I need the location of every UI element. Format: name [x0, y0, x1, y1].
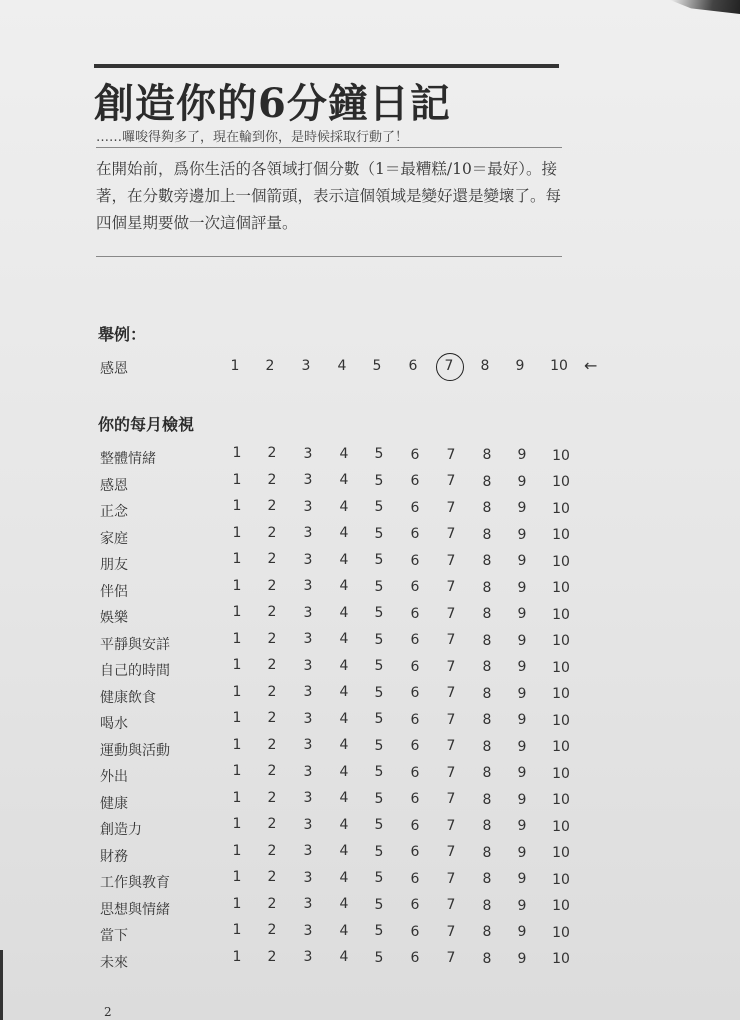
score-option-8[interactable]: 8	[482, 950, 492, 967]
score-option-9[interactable]: 9	[517, 685, 527, 702]
score-option-2[interactable]: 2	[267, 445, 277, 462]
score-option-8[interactable]: 8	[482, 844, 492, 861]
score-option-10[interactable]: 10	[552, 633, 570, 650]
score-option-4[interactable]: 4	[339, 790, 349, 807]
rating-row-label: 創造力	[100, 822, 142, 838]
rating-row-label: 思想與情緒	[100, 901, 170, 918]
score-option-3[interactable]: 3	[303, 896, 313, 913]
score-option-4[interactable]: 4	[339, 498, 349, 515]
rating-row-label: 健康飲食	[100, 689, 156, 706]
score-option-1[interactable]: 1	[232, 604, 242, 620]
rating-row	[100, 604, 620, 631]
score-option-9[interactable]: 9	[517, 791, 527, 808]
score-option-10[interactable]: 10	[552, 553, 570, 570]
score-option-4[interactable]: 4	[339, 684, 349, 701]
score-option-2[interactable]: 2	[267, 604, 277, 621]
score-option-4[interactable]: 4	[339, 816, 349, 833]
score-option-7[interactable]: 7	[446, 844, 456, 861]
score-option-3[interactable]: 3	[303, 816, 313, 833]
score-option-5[interactable]: 5	[374, 578, 384, 595]
score-option-2[interactable]: 2	[267, 710, 277, 727]
score-option-4[interactable]: 4	[339, 525, 349, 542]
score-option-10[interactable]: 10	[552, 474, 570, 491]
score-option-9[interactable]: 9	[517, 526, 527, 543]
score-option-8[interactable]: 8	[482, 473, 492, 490]
score-option-1[interactable]: 1	[232, 789, 242, 806]
score-option-9[interactable]: 9	[517, 606, 527, 623]
score-option-3[interactable]: 3	[303, 684, 313, 701]
score-option-5[interactable]: 5	[374, 684, 384, 701]
title-rule	[94, 64, 559, 68]
score-option-5[interactable]: 5	[374, 843, 384, 860]
score-option-10[interactable]: 10	[552, 606, 570, 623]
score-option-1[interactable]: 1	[232, 895, 242, 912]
score-option-9[interactable]: 9	[517, 712, 527, 729]
score-option-6[interactable]: 6	[410, 605, 420, 622]
score-option-8[interactable]: 8	[482, 500, 492, 517]
score-option-10[interactable]: 10	[552, 845, 570, 862]
score-option-2[interactable]: 2	[267, 736, 277, 753]
score-option-5[interactable]: 5	[374, 764, 384, 781]
score-option-3[interactable]: 3	[303, 604, 313, 621]
score-option-4[interactable]: 4	[339, 604, 349, 621]
score-option-7[interactable]: 7	[446, 711, 456, 728]
score-option-6[interactable]: 6	[410, 526, 420, 542]
score-option-1[interactable]: 1	[232, 577, 242, 594]
score-option-5[interactable]: 5	[374, 817, 384, 834]
score-option-5[interactable]: 5	[374, 790, 384, 807]
score-option-9[interactable]: 9	[517, 659, 527, 676]
score-option-8[interactable]: 8	[482, 791, 492, 808]
score-option-1[interactable]: 1	[232, 948, 242, 965]
score-option-3[interactable]: 3	[303, 922, 313, 939]
score-option-4[interactable]: 4	[339, 922, 349, 939]
score-option-10[interactable]: 10	[552, 500, 570, 517]
score-option-1[interactable]: 1	[232, 657, 242, 673]
rating-row	[100, 922, 620, 949]
score-option-9[interactable]: 9	[517, 950, 527, 967]
score-option-2[interactable]: 2	[267, 498, 277, 515]
score-option-4[interactable]: 4	[339, 896, 349, 913]
score-option-9[interactable]: 9	[517, 871, 527, 888]
score-option-4[interactable]: 4	[339, 578, 349, 595]
score-option-2[interactable]: 2	[267, 816, 277, 833]
score-option-6[interactable]: 6	[410, 791, 420, 807]
score-option-9[interactable]: 9	[517, 765, 527, 782]
score-option-1[interactable]: 1	[232, 869, 242, 885]
score-option-1[interactable]: 1	[232, 683, 242, 700]
rating-row-label: 財務	[100, 848, 128, 865]
score-option-6[interactable]: 6	[410, 632, 420, 648]
score-option-7[interactable]: 7	[446, 870, 456, 887]
score-option-10[interactable]: 10	[552, 951, 570, 968]
example-score-9: 9	[515, 358, 525, 374]
example-score-4: 4	[337, 358, 347, 374]
score-option-10[interactable]: 10	[552, 924, 570, 941]
score-option-4[interactable]: 4	[339, 737, 349, 754]
score-option-1[interactable]: 1	[232, 710, 242, 726]
score-option-9[interactable]: 9	[517, 632, 527, 649]
score-option-4[interactable]: 4	[339, 631, 349, 648]
score-option-2[interactable]: 2	[267, 763, 277, 780]
score-option-7[interactable]: 7	[446, 817, 456, 834]
score-option-6[interactable]: 6	[410, 950, 420, 966]
score-option-2[interactable]: 2	[267, 842, 277, 859]
score-option-3[interactable]: 3	[303, 472, 313, 489]
page-number: 2	[104, 1005, 112, 1019]
score-option-2[interactable]: 2	[267, 630, 277, 647]
score-option-7[interactable]: 7	[446, 473, 456, 490]
score-option-4[interactable]: 4	[339, 445, 349, 462]
score-option-5[interactable]: 5	[374, 631, 384, 648]
score-option-1[interactable]: 1	[232, 630, 242, 647]
score-option-4[interactable]: 4	[339, 472, 349, 489]
score-option-5[interactable]: 5	[374, 525, 384, 542]
score-option-1[interactable]: 1	[232, 471, 242, 488]
score-option-5[interactable]: 5	[374, 446, 384, 463]
example-score-2: 2	[265, 358, 275, 374]
score-option-1[interactable]: 1	[232, 445, 242, 461]
score-option-2[interactable]: 2	[267, 471, 277, 488]
rating-row	[100, 789, 620, 817]
score-option-2[interactable]: 2	[267, 551, 277, 568]
rating-row	[100, 869, 620, 896]
score-option-3[interactable]: 3	[303, 869, 313, 886]
score-option-2[interactable]: 2	[267, 869, 277, 886]
example-score-10: 10	[550, 358, 568, 374]
score-option-3[interactable]: 3	[303, 763, 313, 780]
score-option-8[interactable]: 8	[482, 871, 492, 888]
score-option-7[interactable]: 7	[446, 605, 456, 622]
score-option-2[interactable]: 2	[267, 789, 277, 806]
score-option-10[interactable]: 10	[552, 871, 570, 888]
score-option-3[interactable]: 3	[303, 843, 313, 860]
score-option-7[interactable]: 7	[446, 499, 456, 516]
score-option-6[interactable]: 6	[410, 764, 420, 781]
divider	[96, 147, 562, 148]
rating-row-label: 自己的時間	[100, 663, 170, 679]
score-option-3[interactable]: 3	[303, 737, 313, 754]
score-option-10[interactable]: 10	[552, 580, 570, 597]
score-option-1[interactable]: 1	[232, 551, 242, 567]
score-option-9[interactable]: 9	[517, 500, 527, 517]
divider	[96, 256, 562, 257]
score-option-8[interactable]: 8	[482, 765, 492, 782]
example-label: 感恩	[100, 361, 128, 377]
rating-row-label: 當下	[100, 928, 128, 944]
score-option-6[interactable]: 6	[410, 844, 420, 860]
page-title: 創造你的6分鐘日記	[94, 80, 451, 127]
rating-row	[100, 471, 620, 499]
score-option-3[interactable]: 3	[303, 949, 313, 966]
score-option-4[interactable]: 4	[339, 949, 349, 966]
score-option-3[interactable]: 3	[303, 525, 313, 542]
score-option-6[interactable]: 6	[410, 738, 420, 754]
score-option-10[interactable]: 10	[552, 527, 570, 544]
score-option-5[interactable]: 5	[374, 658, 384, 675]
score-option-7[interactable]: 7	[446, 791, 456, 808]
score-option-2[interactable]: 2	[267, 683, 277, 700]
score-option-8[interactable]: 8	[482, 818, 492, 835]
score-option-8[interactable]: 8	[482, 738, 492, 755]
score-option-6[interactable]: 6	[410, 897, 420, 913]
score-option-5[interactable]: 5	[374, 923, 384, 940]
page-subtitle: ……囉唆得夠多了，現在輪到你，是時候採取行動了！	[96, 130, 409, 145]
rating-row	[100, 445, 620, 472]
score-option-10[interactable]: 10	[552, 818, 570, 835]
rating-row	[100, 816, 620, 843]
score-option-8[interactable]: 8	[482, 685, 492, 702]
score-option-8[interactable]: 8	[482, 447, 492, 464]
score-option-6[interactable]: 6	[410, 817, 420, 834]
score-option-1[interactable]: 1	[232, 524, 242, 541]
score-option-9[interactable]: 9	[517, 818, 527, 835]
score-option-2[interactable]: 2	[267, 577, 277, 594]
score-option-5[interactable]: 5	[374, 499, 384, 516]
rating-row	[100, 630, 620, 658]
score-option-8[interactable]: 8	[482, 526, 492, 543]
score-option-4[interactable]: 4	[339, 763, 349, 780]
score-option-1[interactable]: 1	[232, 922, 242, 938]
rating-row	[100, 736, 620, 764]
score-option-5[interactable]: 5	[374, 711, 384, 728]
score-option-3[interactable]: 3	[303, 657, 313, 674]
rating-row	[100, 577, 620, 605]
score-option-7[interactable]: 7	[446, 923, 456, 940]
score-option-3[interactable]: 3	[303, 710, 313, 727]
score-option-7[interactable]: 7	[446, 446, 456, 463]
score-option-5[interactable]: 5	[374, 949, 384, 966]
rating-row	[100, 763, 620, 790]
example-score-6: 6	[408, 358, 418, 374]
score-option-1[interactable]: 1	[232, 736, 242, 753]
score-option-6[interactable]: 6	[410, 658, 420, 675]
score-option-2[interactable]: 2	[267, 948, 277, 965]
rating-row-label: 娛樂	[100, 610, 128, 626]
monthly-review-heading: 你的每月檢視	[98, 415, 195, 434]
score-option-8[interactable]: 8	[482, 659, 492, 676]
rating-row-label: 喝水	[100, 716, 128, 732]
score-option-10[interactable]: 10	[552, 447, 570, 464]
score-option-6[interactable]: 6	[410, 446, 420, 463]
score-option-8[interactable]: 8	[482, 897, 492, 914]
trend-arrow-icon: ←	[584, 356, 598, 375]
score-option-7[interactable]: 7	[446, 632, 456, 649]
score-option-10[interactable]: 10	[552, 898, 570, 915]
score-option-6[interactable]: 6	[410, 685, 420, 701]
example-score-3: 3	[301, 358, 311, 374]
example-row	[100, 358, 620, 382]
score-option-3[interactable]: 3	[303, 578, 313, 595]
score-option-5[interactable]: 5	[374, 737, 384, 754]
score-option-1[interactable]: 1	[232, 816, 242, 832]
rating-row	[100, 683, 620, 711]
score-option-1[interactable]: 1	[232, 498, 242, 514]
intro-paragraph: 在開始前，爲你生活的各領域打個分數（1＝最糟糕/10＝最好）。接著，在分數旁邊加上一個箭頭，表示這個領域是變好還是變壞了。每四個星期要做一次這個評量。	[96, 160, 562, 232]
score-option-7[interactable]: 7	[446, 738, 456, 755]
score-option-7[interactable]: 7	[446, 685, 456, 702]
rating-row	[100, 710, 620, 737]
score-option-8[interactable]: 8	[482, 712, 492, 729]
rating-row	[100, 498, 620, 525]
rating-row-label: 平靜與安詳	[100, 636, 170, 653]
rating-row-label: 朋友	[100, 557, 128, 573]
rating-row-label: 整體情緒	[100, 451, 156, 467]
example-score-1: 1	[230, 358, 240, 374]
score-option-9[interactable]: 9	[517, 553, 527, 570]
score-option-4[interactable]: 4	[339, 869, 349, 886]
rating-row-label: 運動與活動	[100, 742, 170, 759]
score-option-7[interactable]: 7	[446, 897, 456, 914]
score-option-9[interactable]: 9	[517, 447, 527, 464]
example-score-8: 8	[480, 358, 490, 374]
score-option-2[interactable]: 2	[267, 922, 277, 939]
score-option-5[interactable]: 5	[374, 472, 384, 489]
example-heading: 舉例：	[98, 325, 147, 344]
rating-row-label: 未來	[100, 954, 128, 971]
score-option-6[interactable]: 6	[410, 579, 420, 595]
score-option-10[interactable]: 10	[552, 686, 570, 703]
score-option-5[interactable]: 5	[374, 552, 384, 569]
score-option-3[interactable]: 3	[303, 445, 313, 462]
score-option-6[interactable]: 6	[410, 499, 420, 516]
score-option-9[interactable]: 9	[517, 738, 527, 755]
score-option-7[interactable]: 7	[446, 764, 456, 781]
rating-row	[100, 948, 620, 976]
score-option-8[interactable]: 8	[482, 553, 492, 570]
score-option-7[interactable]: 7	[446, 658, 456, 675]
score-option-3[interactable]: 3	[303, 551, 313, 568]
score-option-10[interactable]: 10	[552, 739, 570, 756]
example-score-7: 7	[444, 358, 454, 374]
score-option-7[interactable]: 7	[446, 579, 456, 596]
score-option-3[interactable]: 3	[303, 790, 313, 807]
score-option-9[interactable]: 9	[517, 473, 527, 490]
rating-row	[100, 551, 620, 578]
score-option-1[interactable]: 1	[232, 763, 242, 779]
score-option-8[interactable]: 8	[482, 606, 492, 623]
rating-row-label: 伴侶	[100, 583, 128, 600]
score-option-8[interactable]: 8	[482, 579, 492, 596]
rating-row	[100, 657, 620, 684]
score-option-9[interactable]: 9	[517, 924, 527, 941]
score-option-7[interactable]: 7	[446, 950, 456, 967]
score-option-2[interactable]: 2	[267, 657, 277, 674]
score-option-4[interactable]: 4	[339, 657, 349, 674]
score-option-2[interactable]: 2	[267, 895, 277, 912]
score-option-8[interactable]: 8	[482, 924, 492, 941]
score-option-8[interactable]: 8	[482, 632, 492, 649]
score-option-4[interactable]: 4	[339, 551, 349, 568]
score-option-1[interactable]: 1	[232, 842, 242, 859]
score-option-2[interactable]: 2	[267, 524, 277, 541]
rating-row	[100, 524, 620, 552]
score-option-4[interactable]: 4	[339, 843, 349, 860]
rating-row-label: 家庭	[100, 530, 128, 547]
rating-row-label: 外出	[100, 769, 128, 785]
score-option-7[interactable]: 7	[446, 526, 456, 543]
score-option-3[interactable]: 3	[303, 498, 313, 515]
rating-row-label: 工作與教育	[100, 875, 170, 891]
score-option-6[interactable]: 6	[410, 552, 420, 569]
score-option-5[interactable]: 5	[374, 896, 384, 913]
rating-row-label: 健康	[100, 795, 128, 812]
rating-row-label: 正念	[100, 504, 128, 520]
score-option-6[interactable]: 6	[410, 923, 420, 940]
page-corner-shadow	[670, 0, 740, 14]
score-option-10[interactable]: 10	[552, 712, 570, 729]
score-option-5[interactable]: 5	[374, 605, 384, 622]
score-option-10[interactable]: 10	[552, 659, 570, 676]
score-option-10[interactable]: 10	[552, 765, 570, 782]
score-option-9[interactable]: 9	[517, 844, 527, 861]
rating-row	[100, 842, 620, 870]
score-option-6[interactable]: 6	[410, 711, 420, 728]
score-option-5[interactable]: 5	[374, 870, 384, 887]
score-option-6[interactable]: 6	[410, 870, 420, 887]
score-option-9[interactable]: 9	[517, 897, 527, 914]
score-option-6[interactable]: 6	[410, 473, 420, 489]
score-option-4[interactable]: 4	[339, 710, 349, 727]
page-edge	[0, 950, 3, 1020]
example-score-5: 5	[372, 358, 382, 374]
score-option-7[interactable]: 7	[446, 552, 456, 569]
rating-row-label: 感恩	[100, 477, 128, 494]
rating-row	[100, 895, 620, 923]
score-option-10[interactable]: 10	[552, 792, 570, 809]
score-option-3[interactable]: 3	[303, 631, 313, 648]
score-option-9[interactable]: 9	[517, 579, 527, 596]
